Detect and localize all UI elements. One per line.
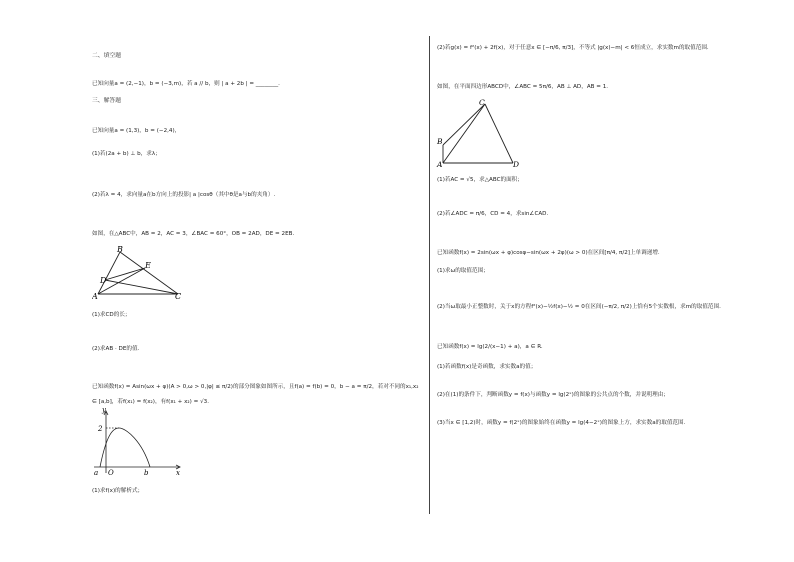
question-6-stem: 已知函数f(x) = 2sin(ωx + φ)cosφ−sin(ωx + 2φ)(ω > 0)在区间[π/4, π/2]上单调递增. [437, 250, 660, 256]
question-6-part-2: (2)当ω取最小正整数时，关于x的方程f²(x)−½f(x)−½ = 0在区间(−π/2, π/2)上恰有5个实数根，求m的取值范围. [437, 304, 721, 310]
label-b: b [144, 469, 149, 477]
label-A: A [437, 160, 443, 169]
question-4-stem: 已知函数f(x) = Asin(ωx + φ)(A > 0,ω > 0,|φ| ≤ π/2)的部分图象如图所示，且f(a) = f(b) = 0，b − a = π/2，若对不同的x₁,x₂ [92, 384, 419, 390]
axis-label-x: x [176, 469, 180, 477]
label-O: O [108, 469, 114, 477]
quadrilateral-figure [435, 97, 525, 169]
sine-graph-figure [92, 407, 184, 477]
question-2-stem: 已知向量a = (1,3)，b = (−2,4)， [92, 128, 181, 134]
question-5-part-2: (2)若∠ADC = π/6，CD = 4，求sin∠CAD. [437, 211, 549, 217]
label-C: C [479, 98, 485, 107]
label-a: a [94, 469, 99, 477]
triangle-figure [92, 244, 188, 302]
axis-label-y: y [102, 407, 106, 414]
question-7-part-1: (1)若函数f(x)是奇函数，求实数a的值； [437, 364, 537, 370]
label-A: A [92, 292, 98, 301]
label-C: C [175, 292, 182, 301]
question-5-part-1: (1)若AC = √5，求△ABC的面积； [437, 177, 523, 183]
section-answer-heading: 三、解答题 [92, 98, 121, 104]
question-3-stem: 如图，在△ABC中，AB = 2，AC = 3，∠BAC = 60°，OB = 2AD，DE = 2EB. [92, 231, 295, 237]
label-B: B [437, 137, 443, 146]
question-4-stem-cont: ∈ [a,b]，若f(x₁) = f(x₂)，有f(x₁ + x₂) = √3. [92, 399, 209, 405]
label-E: E [145, 261, 151, 270]
tick-label-2: 2 [98, 425, 103, 433]
question-4-part-2: (2)若g(x) = f²(x) + 2f(x)，对于任意x ∈ [−π/6, π/3]，不等式 |g(x)−m| < 6恒成立，求实数m的取值范围. [437, 45, 709, 51]
question-6-part-1: (1)求ω的取值范围； [437, 268, 489, 274]
column-divider [429, 36, 430, 514]
question-2-part-2: (2)若λ = 4，求向量a在b方向上的投影| a |cosθ（其中θ是a与b的夹角）. [92, 192, 276, 198]
label-B: B [117, 245, 123, 254]
question-5-stem: 如图，在平面四边形ABCD中，∠ABC = 5π/6，AB ⊥ AD，AB = 1. [437, 84, 609, 90]
section-fill-in-heading: 二、填空题 [92, 53, 121, 59]
question-1: 已知向量a = (2,−1)，b = (−3,m)，若 a // b，则 | a + 2b | = ________. [92, 81, 280, 87]
question-7-stem: 已知函数f(x) = lg(2/(x−1) + a)，a ∈ R. [437, 344, 543, 350]
question-7-part-3: (3)当x ∈ [1,2)时，函数y = f(2ˣ)的图象始终在函数y = lg(4−2ˣ)的图象上方，求实数a的取值范围. [437, 420, 686, 426]
label-D: D [513, 160, 520, 169]
question-3-part-2: (2)求AB · DE的值. [92, 346, 140, 352]
question-2-part-1: (1)若(2a + b) ⊥ b，求λ； [92, 151, 161, 157]
question-7-part-2: (2)在(1)的条件下，判断函数y = f(x)与函数y = lg(2ˣ)的图象的公共点的个数，并说明理由； [437, 392, 669, 398]
question-3-part-1: (1)求CD的长； [92, 312, 131, 318]
label-D: D [100, 276, 107, 285]
question-4-part-1: (1)求f(x)的解析式； [92, 488, 144, 494]
